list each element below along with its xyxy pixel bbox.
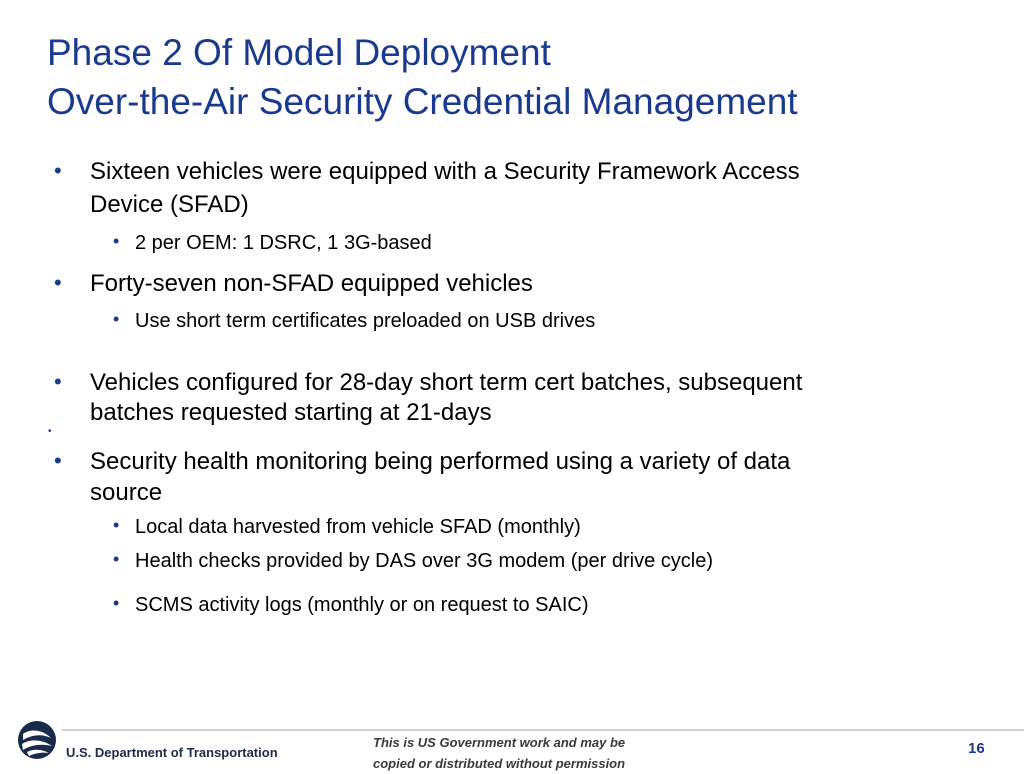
bullet-2-sub-1: Use short term certificates preloaded on USB drives: [135, 310, 596, 332]
sub-bullet-marker: •: [113, 309, 120, 329]
bullet-4-sub-3: SCMS activity logs (monthly or on request to SAIC): [135, 594, 589, 616]
bullet-4-line-1: Security health monitoring being performed using a variety of data: [90, 448, 791, 475]
bullet-marker: •: [54, 448, 62, 473]
disclaimer-line-1: This is US Government work and may be: [373, 735, 626, 750]
bullet-marker: •: [54, 369, 62, 394]
bullet-1-line-1: Sixteen vehicles were equipped with a Security Framework Access: [90, 158, 800, 185]
bullet-2-line-1: Forty-seven non-SFAD equipped vehicles: [90, 270, 533, 297]
stray-bullet-marker: •: [48, 426, 52, 437]
sub-bullet-marker: •: [113, 231, 120, 251]
bullet-marker: •: [54, 158, 62, 183]
page-number: 16: [968, 740, 985, 757]
bullet-3-line-2: batches requested starting at 21-days: [90, 399, 492, 426]
bullet-marker: •: [54, 270, 62, 295]
bullet-4-line-2: source: [90, 479, 163, 506]
dot-logo-icon: [17, 720, 57, 760]
sub-bullet-marker: •: [113, 515, 120, 535]
bullet-1-sub-1: 2 per OEM: 1 DSRC, 1 3G-based: [135, 232, 432, 254]
footer-divider: [62, 729, 1024, 731]
bullet-4-sub-2: Health checks provided by DAS over 3G modem (per drive cycle): [135, 550, 714, 572]
disclaimer-line-2: copied or distributed without permission: [373, 756, 626, 771]
slide-title: [47, 28, 1007, 126]
bullet-3-line-1: Vehicles configured for 28-day short term cert batches, subsequent: [90, 369, 803, 396]
title-line-1: Phase 2 Of Model Deployment: [47, 32, 551, 73]
bullet-4-sub-1: Local data harvested from vehicle SFAD (monthly): [135, 516, 581, 538]
sub-bullet-marker: •: [113, 593, 120, 613]
bullet-1-line-2: Device (SFAD): [90, 191, 249, 218]
title-line-2: Over-the-Air Security Credential Management: [47, 81, 798, 122]
organization-name: U.S. Department of Transportation: [66, 745, 278, 760]
sub-bullet-marker: •: [113, 549, 120, 569]
